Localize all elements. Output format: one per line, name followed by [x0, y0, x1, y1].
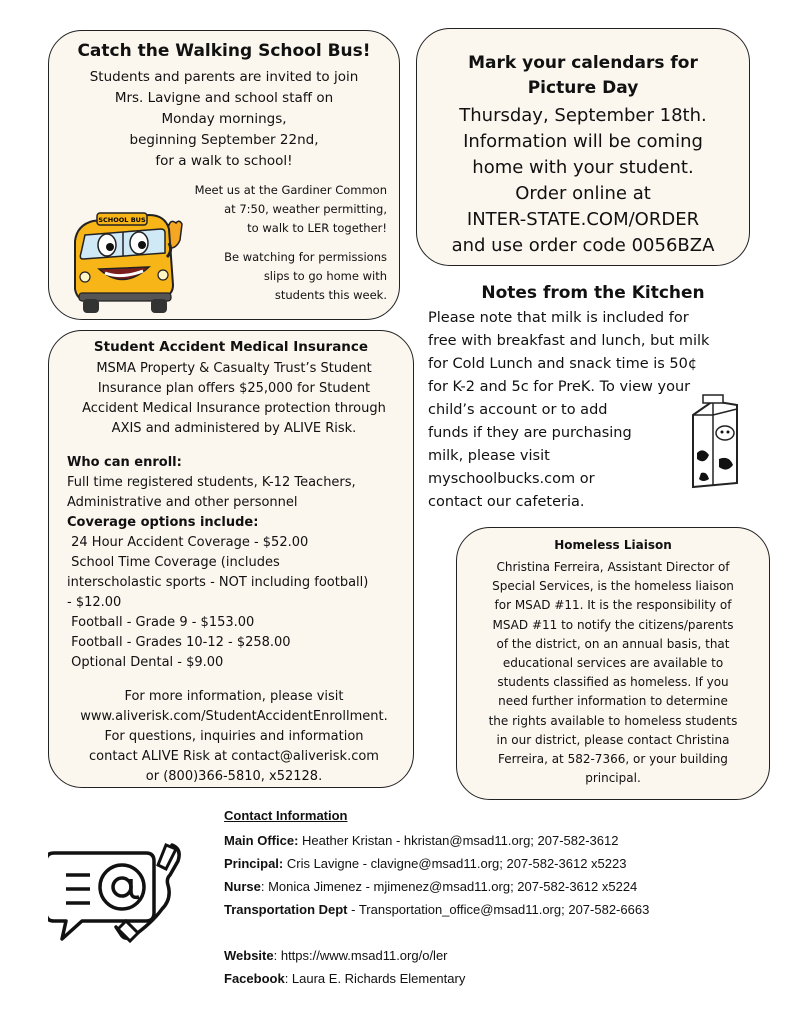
aliverisk-link: www.aliverisk.com/StudentAccidentEnrollment. — [80, 709, 388, 724]
insurance-intro: MSMA Property & Casualty Trust’s Student Insurance plan offers $25,000 for Student Accident Medical Insurance protection through AXIS and administered by ALIVE Risk. — [82, 361, 386, 436]
insurance-box — [48, 330, 414, 788]
school-bus-icon — [63, 207, 183, 315]
who-can-enroll-heading: Who can enroll: — [67, 455, 182, 470]
insurance-more-info: For more information, please visit www.aliverisk.com/StudentAccidentEnrollment. For questions, inquiries and information contact ALIVE Risk at contact@aliverisk.com or (800)366-5810, x52128. — [63, 687, 405, 787]
picture-day-box — [416, 28, 750, 266]
homeless-liaison-body: Christina Ferreira, Assistant Director of Special Services, is the homeless liaison for MSAD #11. It is the responsibility of MSAD #11 to notify the citizens/parents of the district, on an annual basis, that educational services are available to students classified as homeless. If you need further information to determine the rights available to homeless students in our district, please contact Christina Ferreira, at 582-7366, or your building principal. — [488, 560, 738, 786]
coverage-options-heading: Coverage options include: — [67, 515, 259, 530]
homeless-liaison-box — [456, 527, 770, 800]
contact-principal: Principal: Cris Lavigne - clavigne@msad11.org; 207-582-3612 x5223 — [224, 856, 627, 871]
walking-bus-intro: Students and parents are invited to join Mrs. Lavigne and school staff on Monday mornings, beginning September 22nd, for a walk to school! — [89, 69, 359, 169]
kitchen-notes: Notes from the Kitchen Please note that milk is included for free with breakfast and lunch, but milk for Cold Lunch and snack time is 50¢ for K-2 and 5c for PreK. To view your child’s account or to add funds if they are purchasing milk, please visit myschoolbucks.com or contact our cafeteria. — [428, 283, 758, 514]
insurance-title: Student Accident Medical Insurance — [93, 339, 369, 355]
insurance-eligibility: Who can enroll: Full time registered students, K-12 Teachers, Administrative and other personnel Coverage options include: 24 Hour Accident Coverage - $52.00 School Time Coverage (includes interscholastic sports - NOT including football) - $12.00 Football - Grade 9 - $153.00 Football - Grades 10-12 - $258.00 Optional Dental - $9.00 — [67, 453, 405, 673]
contact-main-office: Main Office: Heather Kristan - hkristan@msad11.org; 207-582-3612 — [224, 833, 619, 848]
milk-carton-icon — [683, 393, 747, 489]
walking-bus-permission-note: Be watching for permissions slips to go home with students this week. — [224, 250, 387, 302]
contact-facebook: Facebook: Laura E. Richards Elementary — [224, 971, 466, 986]
walking-bus-title: Catch the Walking School Bus! — [77, 41, 371, 61]
myschoolbucks-link: myschoolbucks.com or — [428, 471, 595, 487]
contact-nurse: Nurse: Monica Jimenez - mjimenez@msad11.org; 207-582-3612 x5224 — [224, 879, 638, 894]
contact-website: Website: https://www.msad11.org/o/ler — [224, 948, 448, 963]
kitchen-title: Notes from the Kitchen — [481, 283, 705, 303]
website-link[interactable]: : https://www.msad11.org/o/ler — [273, 948, 448, 963]
contact-transportation: Transportation Dept - Transportation_office@msad11.org; 207-582-6663 — [224, 902, 650, 917]
walking-bus-box — [48, 30, 400, 320]
svg-text:SCHOOL BUS: SCHOOL BUS — [98, 216, 146, 224]
contact-chat-phone-icon — [48, 843, 198, 955]
picture-day-body: Thursday, September 18th. Information will be coming home with your student. Order online at INTER-STATE.COM/ORDER and use order code 0056BZA — [417, 103, 749, 259]
homeless-liaison-title: Homeless Liaison — [554, 538, 672, 552]
walking-bus-meet-info: Meet us at the Gardiner Common at 7:50, weather permitting, to walk to LER together! — [194, 183, 387, 235]
contact-heading: Contact Information — [224, 808, 348, 823]
picture-day-order-url: INTER-STATE.COM/ORDER — [466, 209, 700, 230]
picture-day-heading: Mark your calendars for Picture Day — [468, 53, 698, 98]
contact-information — [224, 808, 784, 990]
